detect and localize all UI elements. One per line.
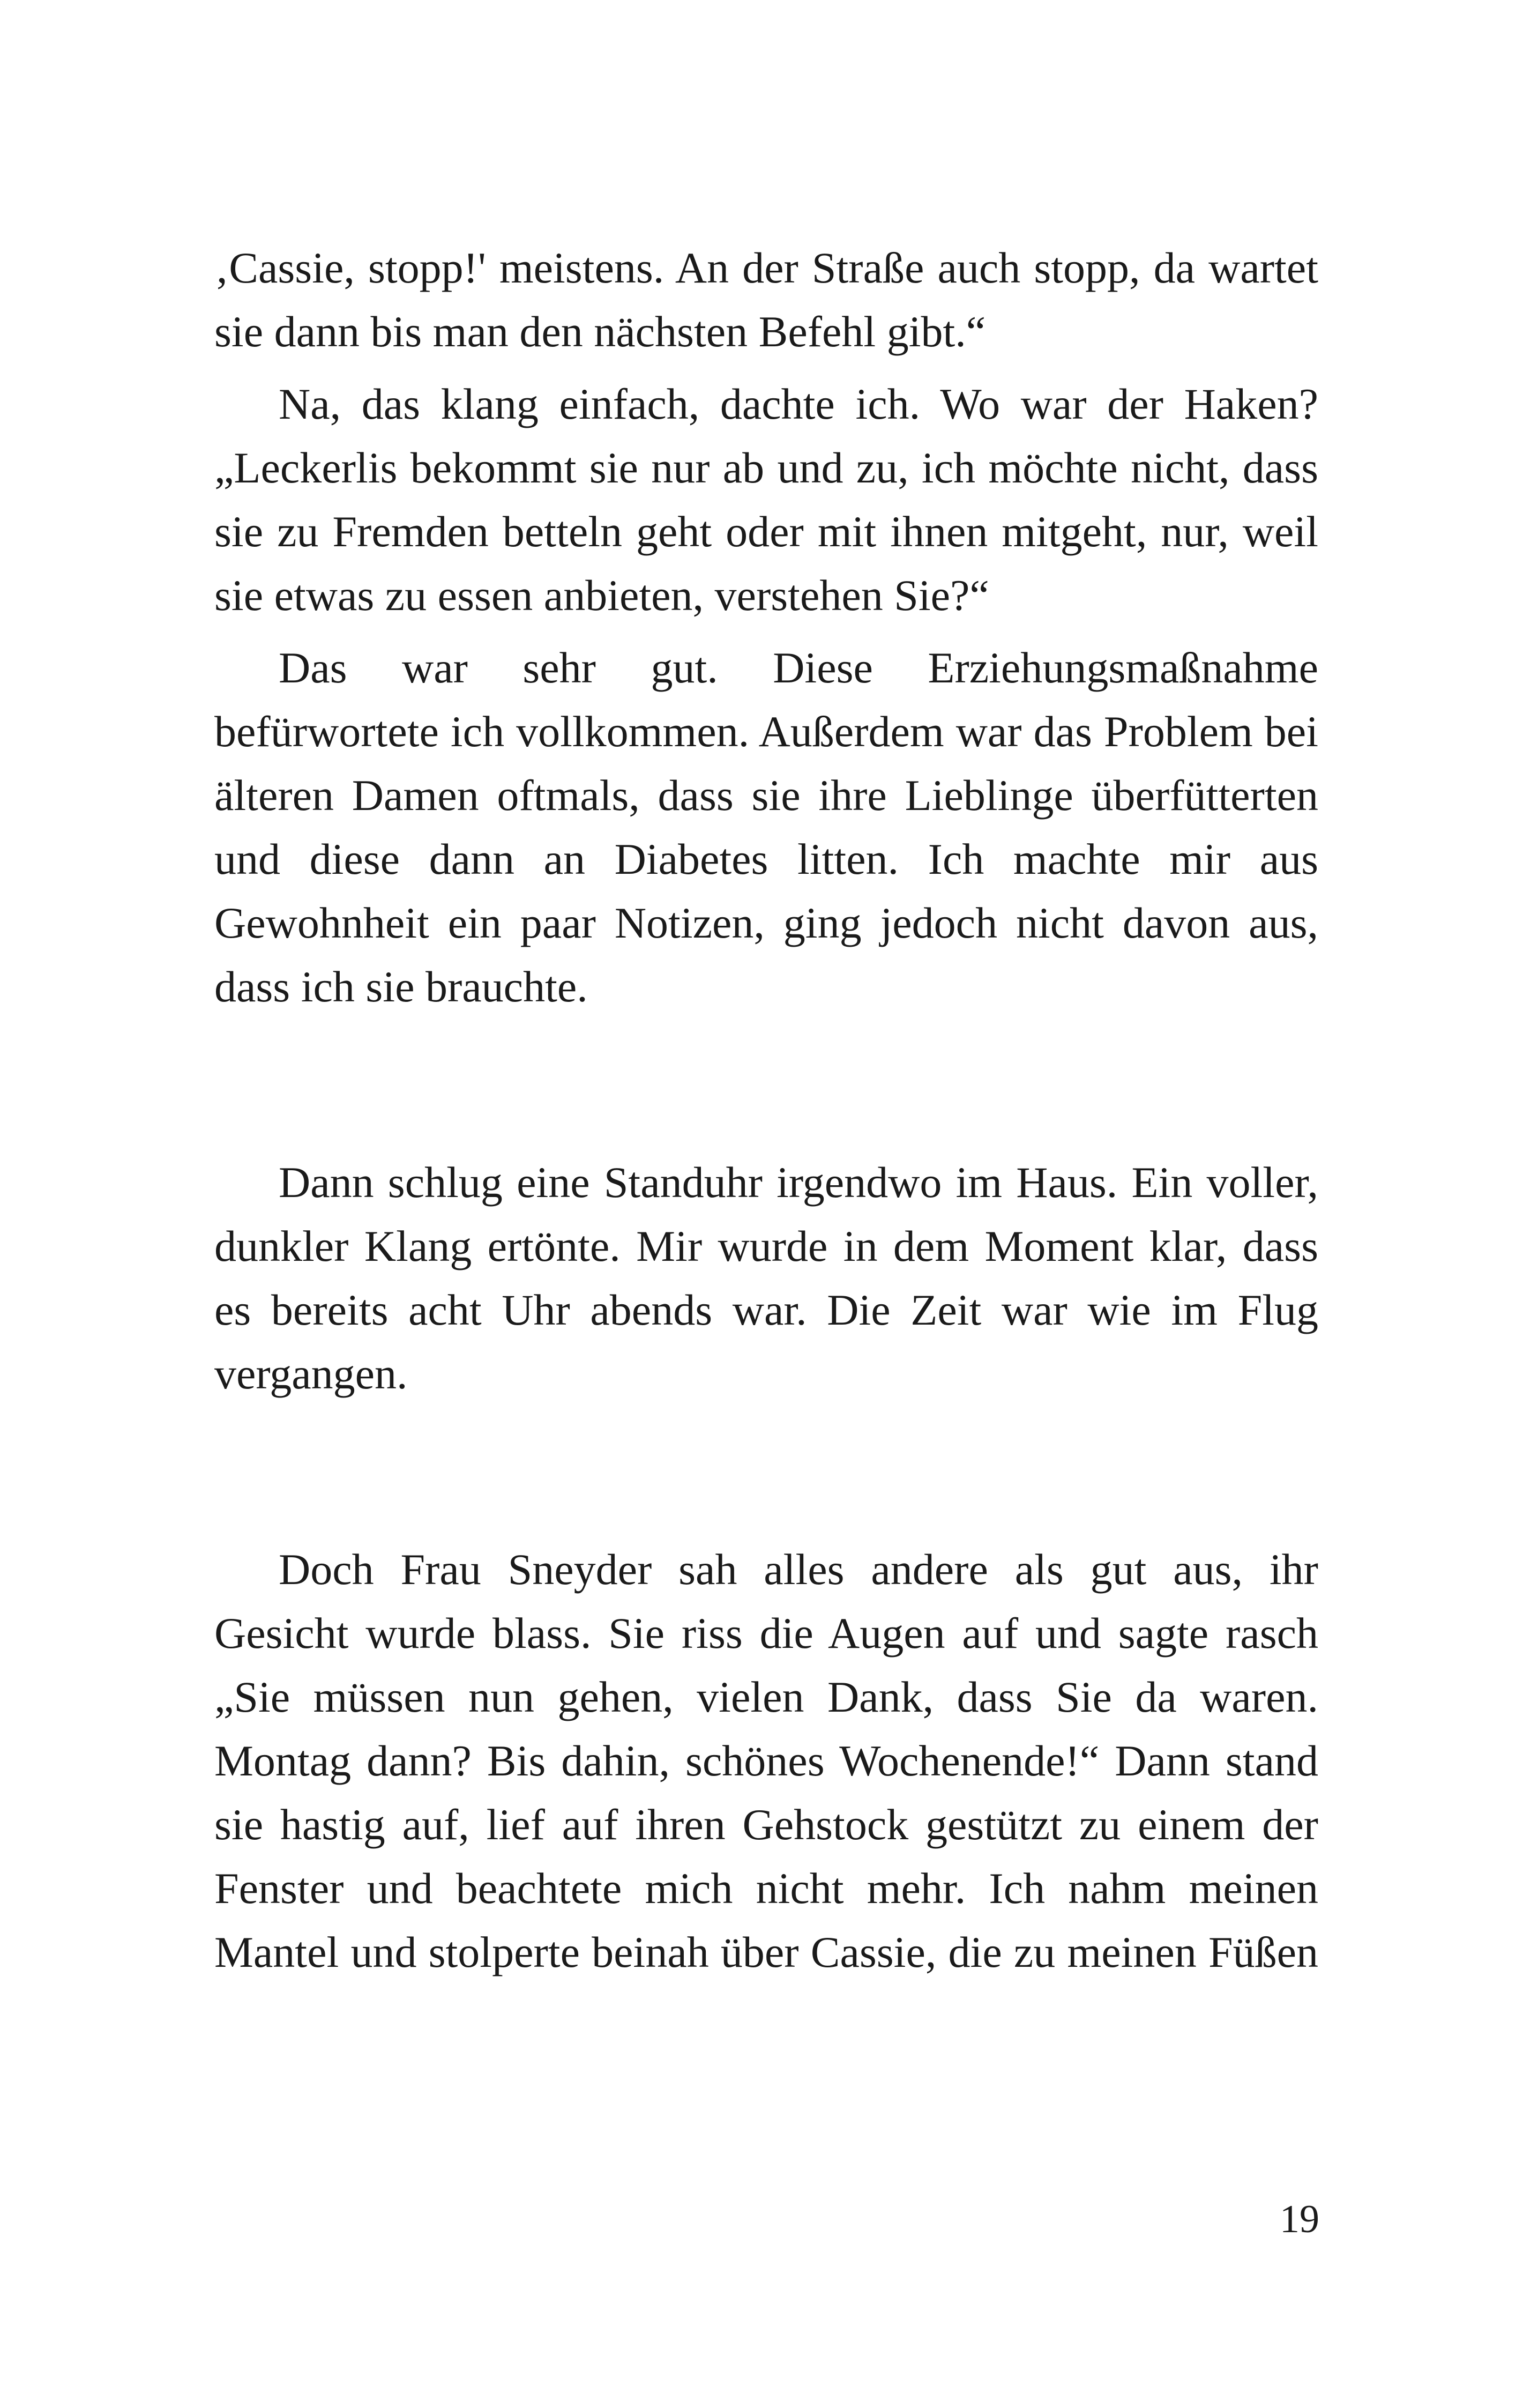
page-number: 19 <box>1280 2197 1319 2241</box>
paragraph-2: Na, das klang einfach, dachte ich. Wo war der Haken? „Leckerlis bekommt sie nur ab und zu, ich möchte nicht, dass sie zu Fremden betteln geht oder mit ihnen mitgeht, nur, weil sie etwas zu essen anbieten, verstehen Sie?“ <box>214 380 1318 620</box>
paragraph-5: Doch Frau Sneyder sah alles andere als gut aus, ihr Gesicht wurde blass. Sie riss die Augen auf und sagte rasch „Sie müssen nun gehen, vielen Dank, dass Sie da waren. Montag dann? Bis dahin, schönes Wochenende!“ Dann stand sie hastig auf, lief auf ihren Gehstock gestützt zu einem der Fenster und beachtete mich nicht mehr. Ich nahm meinen Mantel und stolperte beinah über Cassie, die zu meinen Füßen <box>214 1545 1318 1976</box>
body-text <box>214 236 1318 1984</box>
paragraph-4: Dann schlug eine Standuhr irgendwo im Haus. Ein voller, dunkler Klang ertönte. Mir wurde in dem Moment klar, dass es bereits acht Uhr abends war. Die Zeit war wie im Flug vergangen. <box>214 1158 1318 1398</box>
paragraph-3: Das war sehr gut. Diese Erziehungsmaßnahme befürwortete ich vollkommen. Außerdem war das Problem bei älteren Damen oftmals, dass sie ihre Lieblinge überfütterten und diese dann an Diabetes litten. Ich machte mir aus Gewohnheit ein paar Notizen, ging jedoch nicht davon aus, dass ich sie brauchte. <box>214 643 1318 1011</box>
paragraph-1: ‚Cassie, stopp!' meistens. An der Straße auch stopp, da wartet sie dann bis man den nächsten Befehl gibt.“ <box>214 243 1318 356</box>
